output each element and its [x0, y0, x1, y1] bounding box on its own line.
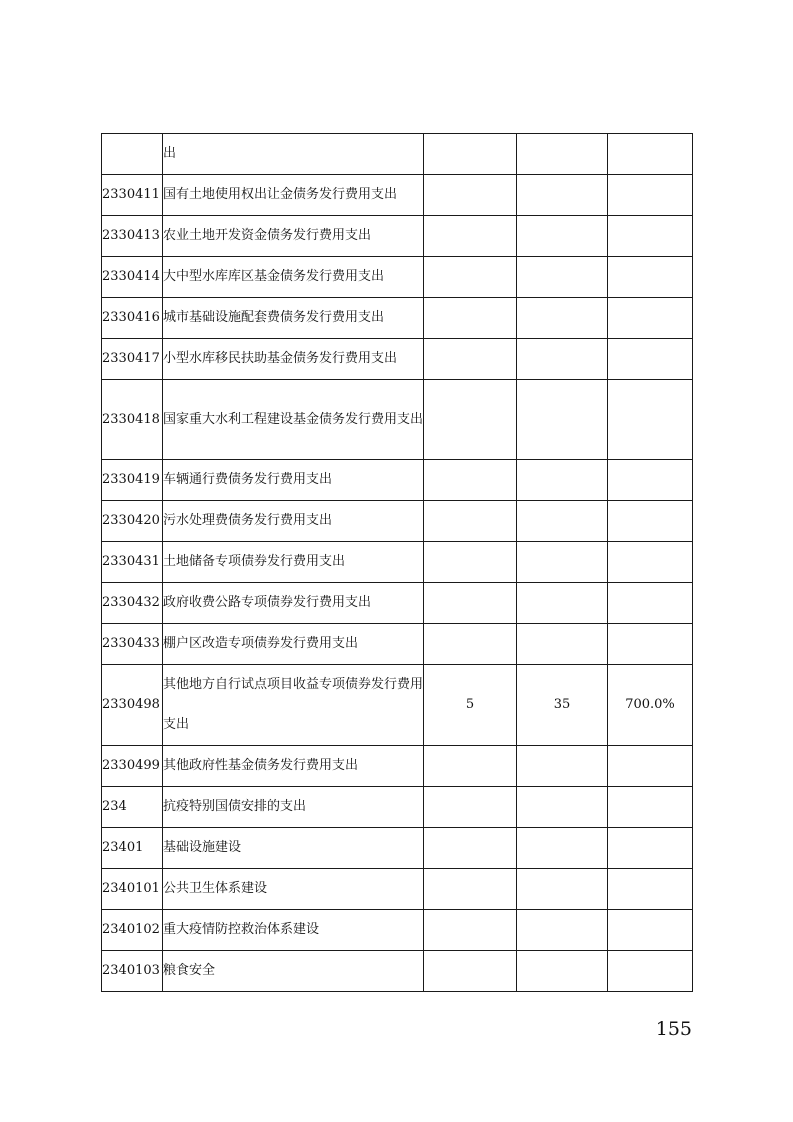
table-row — [102, 746, 693, 787]
row-value-cell-2 — [517, 787, 608, 828]
row-value-cell-1 — [424, 134, 517, 175]
row-name-cell: 政府收费公路专项债券发行费用支出 — [163, 583, 424, 624]
row-code-cell: 2330498 — [102, 665, 163, 746]
row-code-cell: 2330416 — [102, 298, 163, 339]
row-name-cell: 土地储备专项债券发行费用支出 — [163, 542, 424, 583]
row-value-cell-1 — [424, 951, 517, 992]
row-code-cell: 23401 — [102, 828, 163, 869]
table-body — [102, 134, 693, 992]
row-name-cell: 农业土地开发资金债务发行费用支出 — [163, 216, 424, 257]
row-value-cell-2 — [517, 339, 608, 380]
row-value-cell-3 — [608, 298, 693, 339]
row-name-cell: 国家重大水利工程建设基金债务发行费用支出 — [163, 380, 424, 460]
row-name-cell: 车辆通行费债务发行费用支出 — [163, 460, 424, 501]
row-value-cell-2 — [517, 746, 608, 787]
row-code-cell: 2330418 — [102, 380, 163, 460]
row-value-cell-1: 5 — [424, 665, 517, 746]
row-value-cell-2 — [517, 869, 608, 910]
row-code-cell: 2330433 — [102, 624, 163, 665]
table-row — [102, 624, 693, 665]
row-value-cell-3 — [608, 339, 693, 380]
row-value-cell-3 — [608, 746, 693, 787]
table-row — [102, 665, 693, 746]
row-value-cell-3 — [608, 910, 693, 951]
row-code-cell: 2330414 — [102, 257, 163, 298]
row-code-cell: 2330417 — [102, 339, 163, 380]
table-row — [102, 134, 693, 175]
row-code-cell: 2340102 — [102, 910, 163, 951]
row-name-cell: 基础设施建设 — [163, 828, 424, 869]
row-code-cell: 2340103 — [102, 951, 163, 992]
row-name-cell: 公共卫生体系建设 — [163, 869, 424, 910]
row-value-cell-2 — [517, 257, 608, 298]
row-value-cell-2 — [517, 298, 608, 339]
table-row — [102, 869, 693, 910]
row-value-cell-2 — [517, 134, 608, 175]
row-name-cell: 国有土地使用权出让金债务发行费用支出 — [163, 175, 424, 216]
row-value-cell-1 — [424, 828, 517, 869]
table-row — [102, 257, 693, 298]
row-value-cell-3 — [608, 583, 693, 624]
table-row — [102, 380, 693, 460]
row-value-cell-3 — [608, 380, 693, 460]
row-value-cell-3 — [608, 175, 693, 216]
row-value-cell-3 — [608, 257, 693, 298]
row-name-cell: 粮食安全 — [163, 951, 424, 992]
row-code-cell: 2330432 — [102, 583, 163, 624]
row-name-cell: 其他政府性基金债务发行费用支出 — [163, 746, 424, 787]
row-name-cell: 抗疫特别国债安排的支出 — [163, 787, 424, 828]
row-value-cell-3 — [608, 869, 693, 910]
table-row — [102, 787, 693, 828]
row-value-cell-1 — [424, 460, 517, 501]
row-code-cell: 2330419 — [102, 460, 163, 501]
row-value-cell-1 — [424, 910, 517, 951]
row-value-cell-1 — [424, 624, 517, 665]
row-value-cell-2 — [517, 624, 608, 665]
row-value-cell-3 — [608, 624, 693, 665]
table-row — [102, 339, 693, 380]
row-value-cell-3 — [608, 951, 693, 992]
row-name-cell: 其他地方自行试点项目收益专项债券发行费用支出 — [163, 665, 424, 746]
row-value-cell-3 — [608, 828, 693, 869]
row-code-cell: 2330411 — [102, 175, 163, 216]
row-code-cell: 2340101 — [102, 869, 163, 910]
row-code-cell: 2330413 — [102, 216, 163, 257]
row-code-cell: 2330420 — [102, 501, 163, 542]
row-value-cell-1 — [424, 542, 517, 583]
row-value-cell-3 — [608, 542, 693, 583]
row-value-cell-1 — [424, 257, 517, 298]
row-value-cell-1 — [424, 298, 517, 339]
row-value-cell-2 — [517, 910, 608, 951]
row-name-cell: 重大疫情防控救治体系建设 — [163, 910, 424, 951]
row-name-cell: 污水处理费债务发行费用支出 — [163, 501, 424, 542]
row-value-cell-2 — [517, 216, 608, 257]
row-code-cell: 2330499 — [102, 746, 163, 787]
row-value-cell-2: 35 — [517, 665, 608, 746]
row-value-cell-1 — [424, 216, 517, 257]
row-value-cell-2 — [517, 583, 608, 624]
table-row — [102, 542, 693, 583]
row-code-cell: 2330431 — [102, 542, 163, 583]
row-value-cell-1 — [424, 583, 517, 624]
table-row — [102, 910, 693, 951]
table-row — [102, 175, 693, 216]
row-value-cell-2 — [517, 175, 608, 216]
row-code-cell — [102, 134, 163, 175]
row-value-cell-1 — [424, 746, 517, 787]
row-name-cell: 棚户区改造专项债券发行费用支出 — [163, 624, 424, 665]
table-row — [102, 216, 693, 257]
table-row — [102, 828, 693, 869]
page-number: 155 — [655, 1018, 692, 1040]
row-value-cell-2 — [517, 951, 608, 992]
row-value-cell-2 — [517, 542, 608, 583]
row-value-cell-1 — [424, 339, 517, 380]
row-value-cell-2 — [517, 380, 608, 460]
row-value-cell-1 — [424, 380, 517, 460]
table-row — [102, 298, 693, 339]
row-name-cell: 出 — [163, 134, 424, 175]
row-value-cell-3 — [608, 134, 693, 175]
row-value-cell-3 — [608, 501, 693, 542]
row-value-cell-2 — [517, 460, 608, 501]
table-row — [102, 501, 693, 542]
row-value-cell-1 — [424, 501, 517, 542]
row-value-cell-3 — [608, 216, 693, 257]
row-value-cell-2 — [517, 501, 608, 542]
row-value-cell-3: 700.0% — [608, 665, 693, 746]
row-name-cell: 大中型水库库区基金债务发行费用支出 — [163, 257, 424, 298]
table-row — [102, 951, 693, 992]
row-code-cell: 234 — [102, 787, 163, 828]
expenditure-table — [101, 133, 693, 992]
table-row — [102, 460, 693, 501]
row-value-cell-1 — [424, 787, 517, 828]
row-value-cell-2 — [517, 828, 608, 869]
row-value-cell-1 — [424, 175, 517, 216]
table-row — [102, 583, 693, 624]
row-name-cell: 小型水库移民扶助基金债务发行费用支出 — [163, 339, 424, 380]
row-value-cell-3 — [608, 787, 693, 828]
row-name-cell: 城市基础设施配套费债务发行费用支出 — [163, 298, 424, 339]
row-value-cell-3 — [608, 460, 693, 501]
row-value-cell-1 — [424, 869, 517, 910]
